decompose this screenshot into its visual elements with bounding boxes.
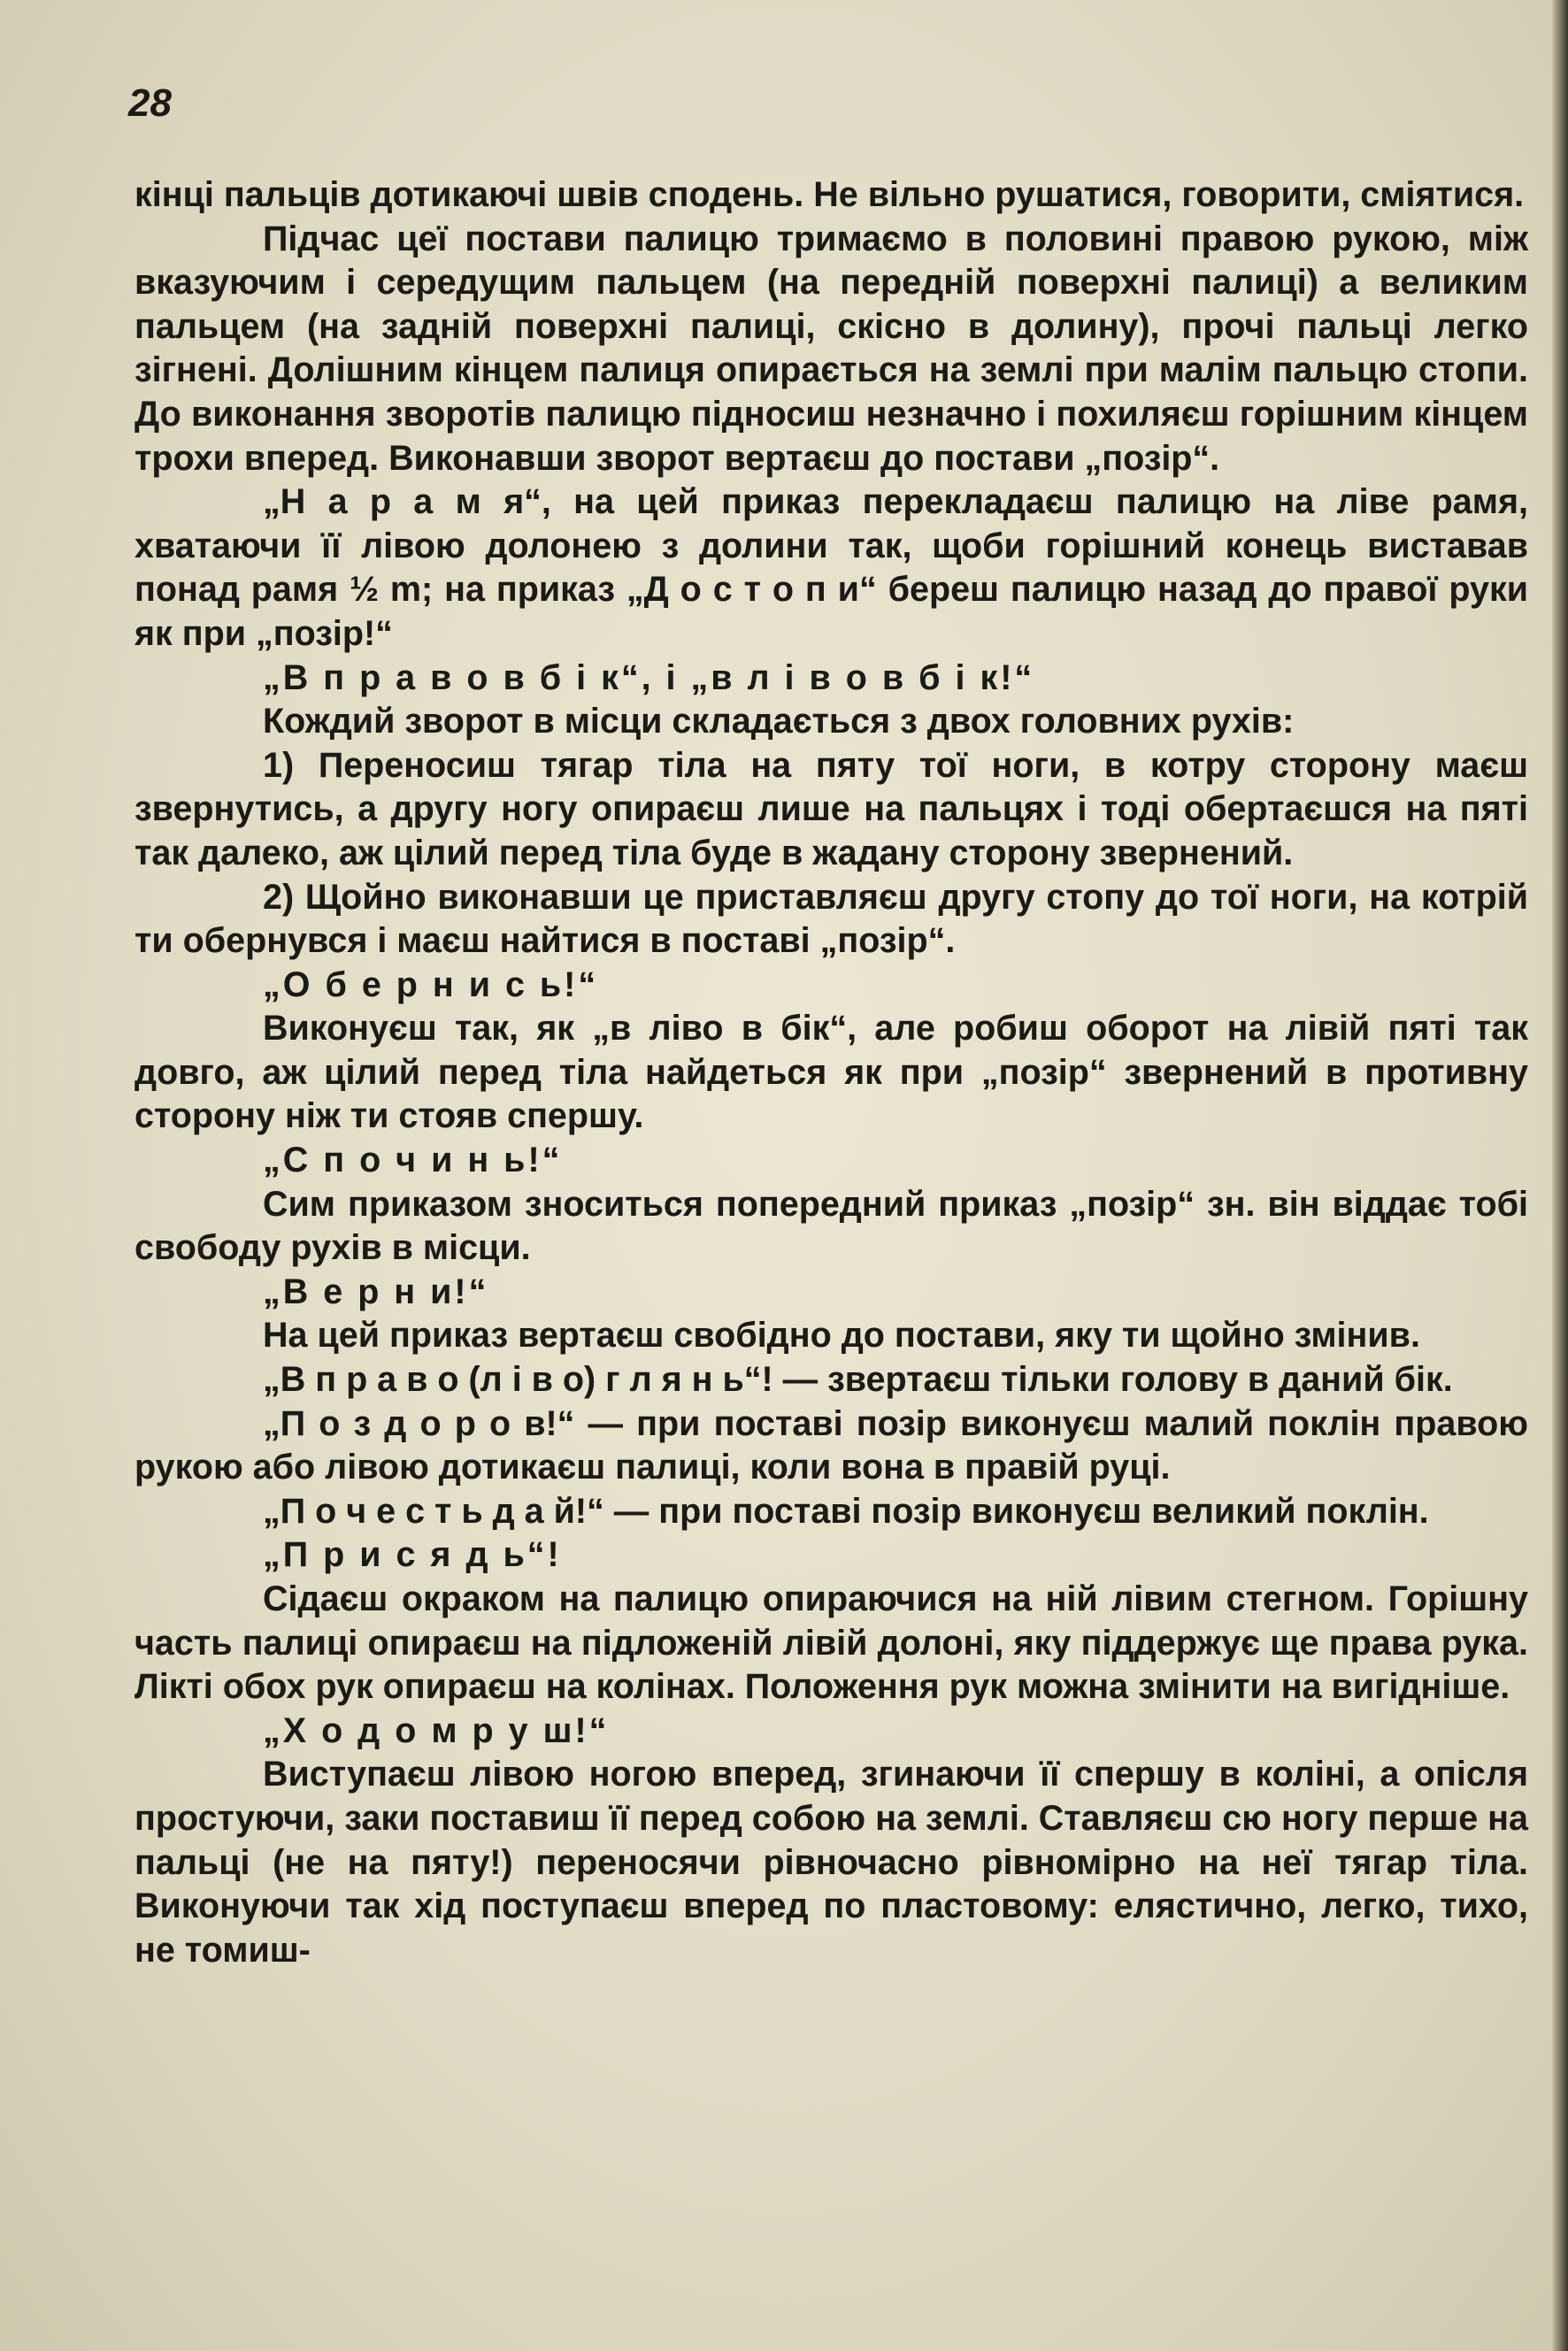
- paragraph: Сідаєш окраком на палицю опираючися на ній лівим стегном. Горішну часть палиці опираєш на підложеній лівій долоні, яку піддержує ще права рука. Лікті обох рук опираєш на колінах. Положення рук можна змінити на вигідніше.: [135, 1579, 1528, 1707]
- paragraph: Сим приказом зноситься попередний приказ „позір“ зн. він віддає тобі свободу рухів в місци.: [135, 1184, 1528, 1268]
- paragraph: „В п р а в о (л і в о) г л я н ь“! — звертаєш тільки голову в даний бік.: [263, 1360, 1453, 1400]
- paragraph: Виконуєш так, як „в ліво в бік“, але робиш оборот на лівій пяті так довго, аж цілий перед тіла найдеться як при „позір“ звернений в противну сторону ніж ти стояв спершу.: [135, 1009, 1528, 1136]
- paragraph: Підчас цеї постави палицю тримаємо в половині правою рукою, між вказуючим і середущим пальцем (на передній поверхні палиці) а великим пальцем (на задній поверхні палиці, скісно в долину), прочі пальці легко зігнені. Долішним кінцем палиця опирається на землі при малім пальцю стопи. До виконання зворотів палицю підносиш незначно і похиляєш горішним кінцем трохи вперед. Виконавши зворот вертаєш до постави „позір“.: [135, 219, 1528, 478]
- paragraph: 2) Щойно виконавши це приставляєш другу стопу до тої ноги, на котрій ти обернувся і маєш найтися в поставі „позір“.: [135, 877, 1528, 961]
- page-number: 28: [128, 81, 172, 125]
- paragraph: „П о ч е с т ь д а й!“ — при поставі позір виконуєш великий поклін.: [263, 1491, 1429, 1531]
- paragraph: На цей приказ вертаєш свобідно до постави, яку ти щойно змінив.: [263, 1316, 1420, 1356]
- command-heading: „В е р н и!“: [263, 1272, 489, 1311]
- paragraph: 1) Переносиш тягар тіла на пяту тої ноги, в котру сторону маєш звернутись, а другу ногу опираєш лише на пальцях і тоді обертаєшся на пяті так далеко, аж цілий перед тіла буде в жадану сторону звернений.: [135, 745, 1528, 872]
- command-heading: „П р и с я д ь“!: [263, 1535, 562, 1575]
- page-text: [135, 173, 1528, 1972]
- command-heading: „О б е р н и с ь!“: [263, 964, 599, 1004]
- command-heading: „В п р а в о в б і к“, і „в л і в о в б і к!“: [263, 657, 1035, 697]
- paragraph: „П о з д о р о в!“ — при поставі позір виконуєш малий поклін правою рукою або лівою дотикаєш палиці, коли вона в правій руці.: [135, 1403, 1528, 1487]
- paragraph: кінці пальців дотикаючі швів сподень. Не вільно рушатися, говорити, сміятися.: [135, 175, 1525, 214]
- command-heading: „Х о д о м р у ш!“: [263, 1710, 610, 1750]
- command-heading: „С п о ч и н ь!“: [263, 1141, 563, 1180]
- page-edge: [1552, 0, 1568, 2351]
- paragraph: Виступаєш лівою ногою вперед, згинаючи її спершу в коліні, а опісля простуючи, заки поставиш її перед собою на землі. Ставляєш сю ногу перше на пальці (не на пяту!) переносячи рівночасно рівномірно на неї тягар тіла. Виконуючи так хід поступаєш вперед по пластовому: елястично, легко, тихо, не томиш-: [135, 1755, 1528, 1970]
- paragraph: „Н а р а м я“, на цей приказ перекладаєш палицю на ліве рамя, хватаючи її лівою долонею з долини так, щоби горішний конець виставав понад рамя ½ m; на приказ „Д о с т о п и“ береш палицю назад до правої руки як при „позір!“: [135, 482, 1528, 653]
- paragraph: Кождий зворот в місци складається з двох головних рухів:: [263, 702, 1295, 741]
